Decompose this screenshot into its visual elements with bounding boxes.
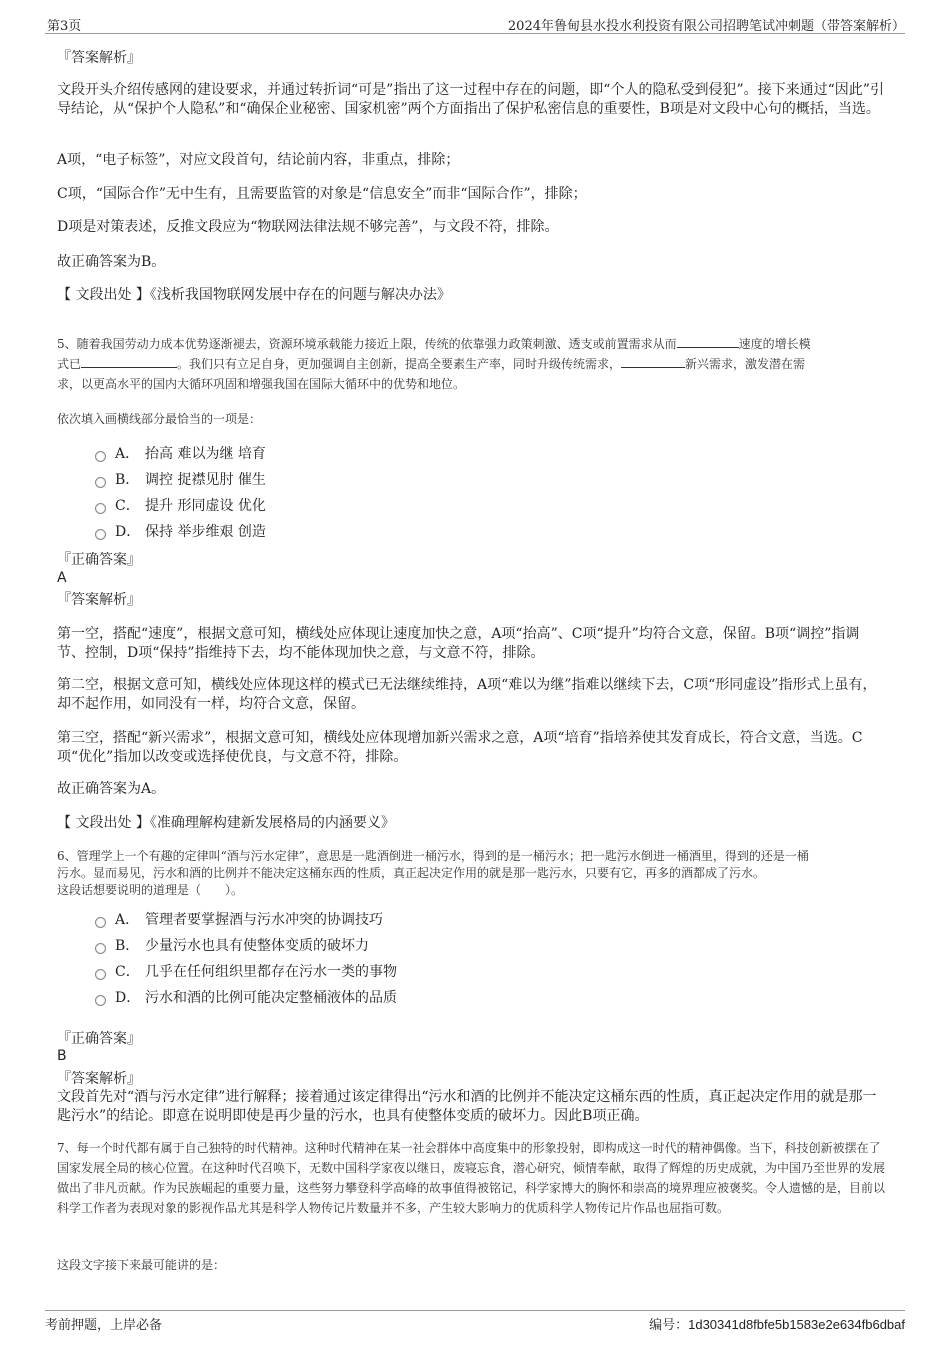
radio-icon[interactable] <box>95 995 106 1006</box>
analysis-paragraph: A项，“电子标签”，对应文段首句，结论前内容，非重点，排除； <box>57 152 460 168</box>
analysis-paragraph: D项是对策表述，反推文段应为“物联网法律法规不够完善”，与文段不符，排除。 <box>57 219 559 235</box>
header-rule <box>45 33 905 34</box>
analysis-paragraph: 第一空，搭配“速度”，根据文意可知，横线处应体现让速度加快之意，A项“抬高”、C项“提升”均符合文意，保留。B项“调控”指调节、控制，D项“保持”指维持下去，均不能体现加快之意，与文意不符，排除。 <box>57 626 860 661</box>
question-5-stem: 5、随着我国劳动力成本优势逐渐褪去，资源环境承载能力接近上限，传统的依靠强力政策刺激、透支或前置需求从而 速度的增长模 式已 。我们只有立足自身，更加强调自主创新，提高全要素生产率，同时升级传统需求， 新兴需求，激发潜在需 求，以更高水平的国内大循环巩固和增强我国在国际大循环中的优势和地位。 <box>57 337 811 391</box>
option-b[interactable]: B． 少量污水也具有使整体变质的破坏力 <box>95 937 369 955</box>
radio-icon[interactable] <box>95 503 106 514</box>
source-citation: 【 文段出处 】《准确理解构建新发展格局的内涵要义》 <box>57 815 395 831</box>
document-title: 2024年鲁甸县水投水利投资有限公司招聘笔试冲刺题（带答案解析） <box>507 19 905 34</box>
analysis-paragraph: 第二空，根据文意可知，横线处应体现这样的模式已无法继续维持，A项“难以为继”指难以继续下去，C项“形同虚设”指形式上虽有，却不起作用，如同没有一样，均符合文意，保留。 <box>57 677 877 712</box>
fill-blank-3 <box>621 355 685 368</box>
question-7-prompt: 这段文字接下来最可能讲的是： <box>57 1258 226 1272</box>
analysis-paragraph: 文段开头介绍传感网的建设要求，并通过转折词“可是”指出了这一过程中存在的问题，即“个人的隐私受到侵犯”。接下来通过“因此”引导结论，从“保护个人隐私”和“确保企业秘密、国家机密”两个方面指出了保护私密信息的重要性，B项是对文段中心句的概括，当选。 <box>57 82 884 117</box>
analysis-paragraph: C项，“国际合作”无中生有，且需要监管的对象是“信息安全”而非“国际合作”，排除； <box>57 186 587 202</box>
radio-icon[interactable] <box>95 529 106 540</box>
option-c[interactable]: C． 几乎在任何组织里都存在污水一类的事物 <box>95 963 397 981</box>
fill-blank-1 <box>677 335 739 348</box>
option-a[interactable]: A． 抬高 难以为继 培育 <box>95 445 266 463</box>
analysis-label: 『答案解析』 <box>57 1071 141 1087</box>
page-number: 第3页 <box>47 19 82 34</box>
option-c[interactable]: C． 提升 形同虚设 优化 <box>95 497 266 515</box>
option-d[interactable]: D． 污水和酒的比例可能决定整桶液体的品质 <box>95 989 397 1007</box>
analysis-paragraph: 第三空，搭配“新兴需求”，根据文意可知，横线处应体现增加新兴需求之意，A项“培育”指培养使其发育成长，符合文意，当选。C项“优化”指加以改变或选择使优良，与文意不符，排除。 <box>57 730 863 765</box>
analysis-label: 『答案解析』 <box>57 50 141 66</box>
conclusion: 故正确答案为A。 <box>57 781 166 797</box>
analysis-label: 『答案解析』 <box>57 592 141 608</box>
radio-icon[interactable] <box>95 943 106 954</box>
footer-slogan: 考前押题，上岸必备 <box>45 1318 163 1333</box>
correct-answer: A <box>57 570 67 586</box>
document-id: 编号：1d30341d8fbfe5b1583e2e634fb6dbaf <box>649 1317 905 1333</box>
correct-answer-label: 『正确答案』 <box>57 1031 141 1047</box>
option-d[interactable]: D． 保持 举步维艰 创造 <box>95 523 266 541</box>
correct-answer: B <box>57 1048 67 1064</box>
footer-rule <box>45 1310 905 1311</box>
radio-icon[interactable] <box>95 477 106 488</box>
analysis-paragraph: 文段首先对“酒与污水定律”进行解释；接着通过该定律得出“污水和酒的比例并不能决定这桶东西的性质，真正起决定作用的就是那一匙污水”的结论。即意在说明即使是再少量的污水，也具有使整体变质的破坏力。因此B项正确。 <box>57 1089 877 1124</box>
radio-icon[interactable] <box>95 451 106 462</box>
option-a[interactable]: A． 管理者要掌握酒与污水冲突的协调技巧 <box>95 911 383 929</box>
correct-answer-label: 『正确答案』 <box>57 552 141 568</box>
question-5-prompt: 依次填入画横线部分最恰当的一项是： <box>57 412 262 426</box>
question-6-stem: 6、管理学上一个有趣的定律叫“酒与污水定律”，意思是一匙酒倒进一桶污水，得到的是一桶污水；把一匙污水倒进一桶酒里，得到的还是一桶 污水。显而易见，污水和酒的比例并不能决定这桶东西的性质，真正起决定作用的就是那一匙污水，只要有它，再多的酒都成了污水。 这段话想要说明的道理是（ ）。 <box>57 849 809 897</box>
question-7-stem: 7、每一个时代都有属于自己独特的时代精神。这种时代精神在某一社会群体中高度集中的形象投射，即构成这一时代的精神偶像。当下，科技创新被摆在了国家发展全局的核心位置。在这种时代召唤下，无数中国科学家夜以继日，废寝忘食，潜心研究，倾情奉献，取得了辉煌的历史成就，为中国乃至世界的发展做出了非凡贡献。作为民族崛起的重要力量，这些努力攀登科学高峰的故事值得被铭记，科学家博大的胸怀和崇高的境界理应被褒奖。令人遗憾的是，目前以科学工作者为表现对象的影视作品尤其是科学人物传记片数量并不多，产生较大影响力的优质科学人物传记片作品也屈指可数。 <box>57 1141 886 1215</box>
fill-blank-2 <box>81 355 177 368</box>
option-b[interactable]: B． 调控 捉襟见肘 催生 <box>95 471 266 489</box>
conclusion: 故正确答案为B。 <box>57 254 166 270</box>
source-citation: 【 文段出处 】《浅析我国物联网发展中存在的问题与解决办法》 <box>57 287 451 303</box>
radio-icon[interactable] <box>95 917 106 928</box>
radio-icon[interactable] <box>95 969 106 980</box>
